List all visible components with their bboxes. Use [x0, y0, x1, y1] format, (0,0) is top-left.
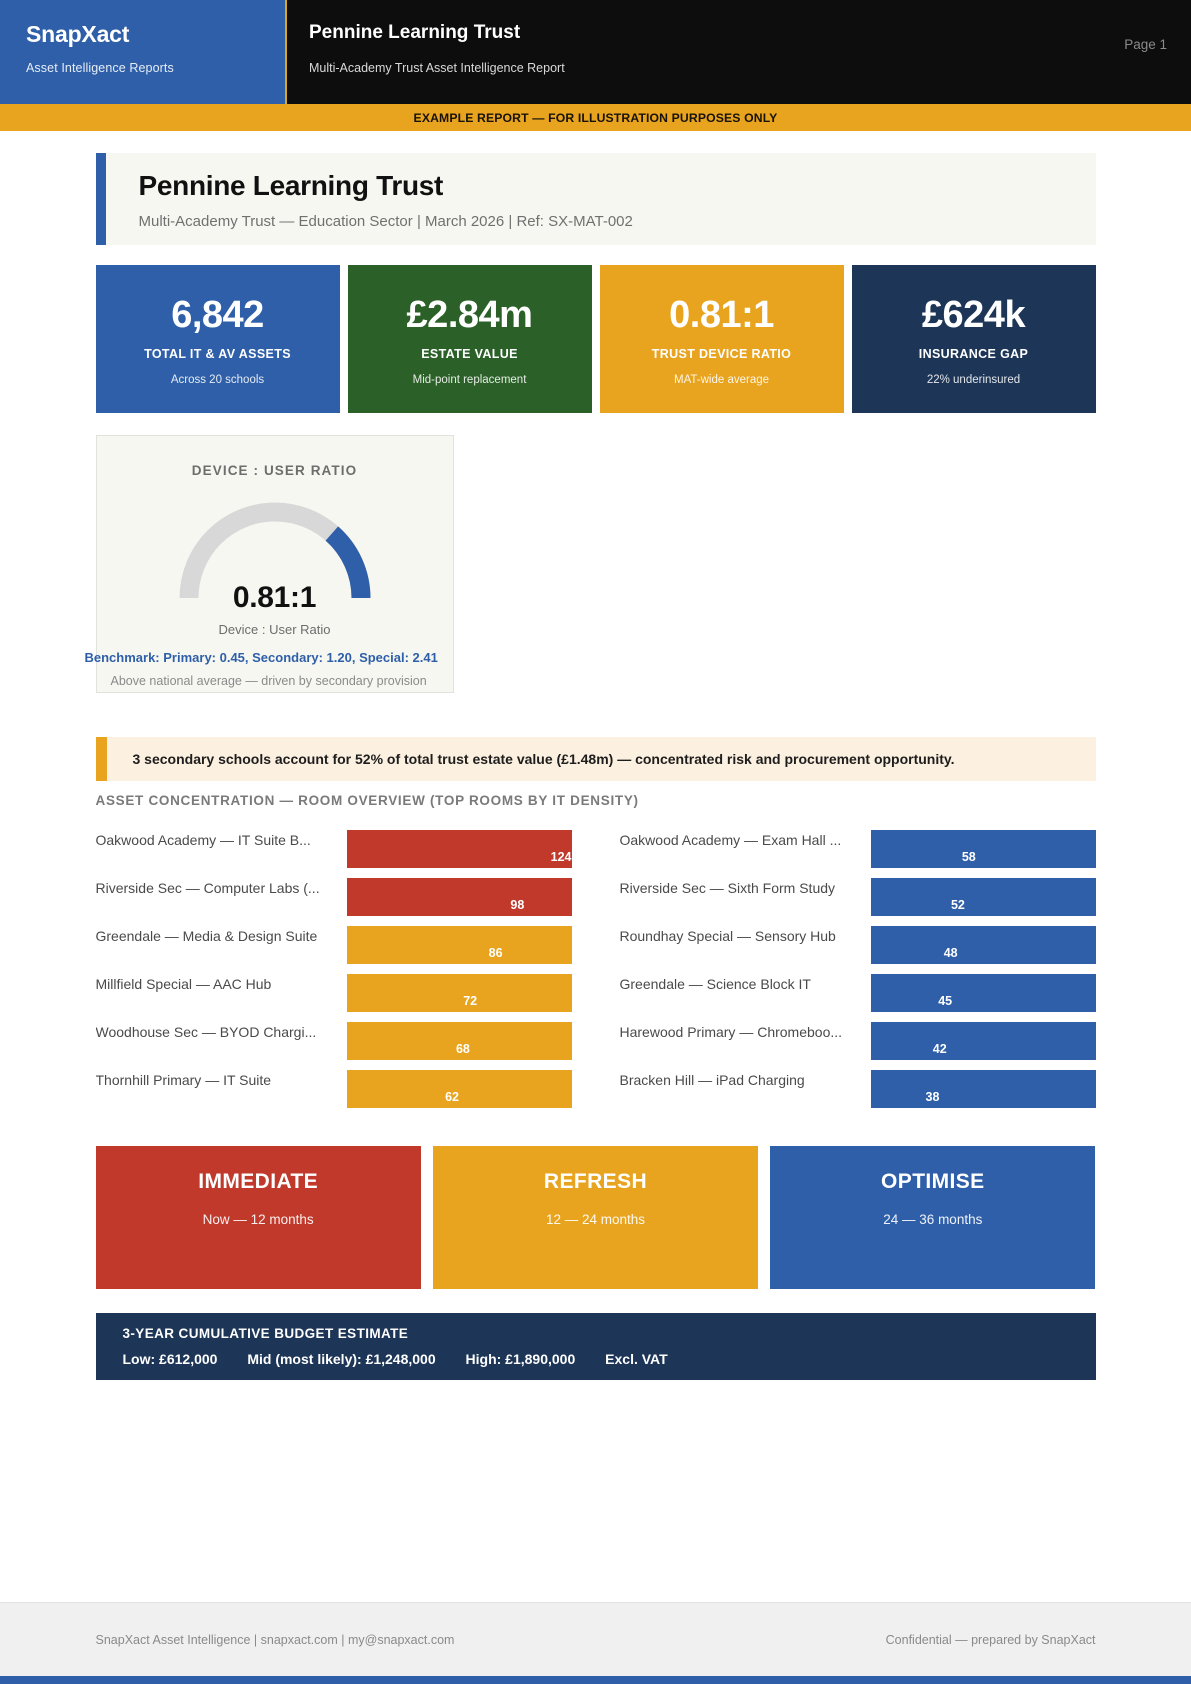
bar-track: [347, 1022, 572, 1060]
bar-row: [96, 974, 572, 1022]
kpi-sublabel: 22% underinsured: [926, 374, 1021, 387]
bar-label: Riverside Sec — Sixth Form Study: [619, 880, 836, 896]
kpi-label: INSURANCE GAP: [918, 347, 1029, 362]
gauge-title: DEVICE : USER RATIO: [191, 463, 358, 478]
bar-value-label: 52: [950, 898, 965, 912]
bar-value-label: 68: [455, 1042, 470, 1056]
footer-left-text: SnapXact Asset Intelligence | snapxact.com | my@snapxact.com: [95, 1632, 455, 1647]
budget-figures: [123, 1351, 1096, 1367]
bar-value-label: 98: [510, 898, 525, 912]
brand-tagline: Asset Intelligence Reports: [26, 61, 174, 76]
bar-row: [620, 878, 1096, 926]
page-title: Pennine Learning Trust: [138, 170, 444, 201]
page-number: Page 1: [1124, 37, 1167, 52]
document-header: [0, 0, 1191, 104]
bar-fill: [871, 830, 1096, 868]
bar-label: Millfield Special — AAC Hub: [95, 976, 272, 992]
bar-row: [620, 1022, 1096, 1070]
kpi-card: [852, 265, 1096, 413]
bar-track: [871, 974, 1096, 1012]
gauge-benchmark: Benchmark: Primary: 0.45, Secondary: 1.20, Special: 2.41: [84, 650, 438, 665]
bar-value-label: 38: [925, 1090, 940, 1104]
bar-row: [96, 878, 572, 926]
bar-label: Woodhouse Sec — BYOD Chargi...: [95, 1024, 317, 1040]
bar-fill: [347, 878, 572, 916]
bar-row: [620, 830, 1096, 878]
footer-right-text: Confidential — prepared by SnapXact: [885, 1632, 1096, 1647]
kpi-label: ESTATE VALUE: [421, 347, 518, 362]
bar-value-label: 124: [550, 850, 572, 864]
phase-card: [433, 1146, 758, 1289]
bar-fill: [871, 926, 1096, 964]
gauge-caption: Device : User Ratio: [218, 622, 331, 637]
header-document-title: Pennine Learning Trust: [309, 22, 521, 43]
bar-fill: [871, 1022, 1096, 1060]
gauge-note: Above national average — driven by secondary provision: [110, 674, 427, 688]
bar-row: [96, 926, 572, 974]
example-banner-text: EXAMPLE REPORT — FOR ILLUSTRATION PURPOSES ONLY: [413, 110, 778, 125]
kpi-value: 0.81:1: [669, 293, 774, 336]
bar-value-label: 62: [445, 1090, 459, 1104]
example-report-banner: [0, 104, 1191, 131]
report-content: [0, 131, 1191, 1380]
bar-value-label: 86: [488, 946, 503, 960]
kpi-value: £624k: [921, 293, 1026, 336]
kpi-value: 6,842: [171, 293, 264, 336]
phase-card: [770, 1146, 1095, 1289]
callout-accent-bar: [96, 737, 107, 781]
budget-vat: Excl. VAT: [605, 1351, 668, 1367]
bar-track: [871, 1022, 1096, 1060]
phase-title: OPTIMISE: [881, 1170, 985, 1193]
bar-fill: [871, 878, 1096, 916]
kpi-value: £2.84m: [406, 293, 533, 336]
bar-fill: [871, 974, 1096, 1012]
phase-timeframe: 12 — 24 months: [545, 1212, 646, 1227]
phase-title: IMMEDIATE: [198, 1170, 319, 1193]
bar-value-label: 48: [943, 946, 958, 960]
report-meta: Multi-Academy Trust — Education Sector | March 2026 | Ref: SX-MAT-002: [138, 213, 633, 230]
bar-track: [871, 878, 1096, 916]
device-user-ratio-card: [84, 435, 454, 693]
phase-timeframe: 24 — 36 months: [883, 1212, 983, 1227]
bar-value-label: 45: [938, 994, 953, 1008]
bar-value-label: 58: [961, 850, 976, 864]
bar-label: Thornhill Primary — IT Suite: [95, 1072, 272, 1088]
kpi-sublabel: Mid-point replacement: [412, 374, 527, 387]
bar-value-label: 42: [932, 1042, 947, 1056]
kpi-card: [96, 265, 340, 413]
kpi-label: TOTAL IT & AV ASSETS: [144, 347, 291, 362]
phase-timeframe: Now — 12 months: [202, 1212, 314, 1227]
bar-fill: [347, 830, 572, 868]
bar-row: [96, 1022, 572, 1070]
bar-label: Riverside Sec — Computer Labs (...: [95, 880, 320, 896]
kpi-label: TRUST DEVICE RATIO: [651, 347, 792, 362]
bar-track: [347, 974, 572, 1012]
bar-column-right: [620, 830, 1096, 1118]
phase-title: REFRESH: [543, 1170, 648, 1193]
bar-fill: [871, 1070, 1096, 1108]
callout-text: 3 secondary schools account for 52% of total trust estate value (£1.48m) — concentrated risk and procurement opportunity.: [132, 751, 955, 767]
bar-track: [347, 1070, 572, 1108]
document-footer: [0, 1602, 1191, 1676]
title-accent-bar: [96, 153, 106, 245]
kpi-sublabel: MAT-wide average: [673, 374, 770, 387]
budget-low: Low: £612,000: [122, 1351, 218, 1367]
bar-track: [871, 830, 1096, 868]
bar-label: Oakwood Academy — Exam Hall ...: [619, 832, 842, 848]
bar-track: [871, 926, 1096, 964]
kpi-card: [600, 265, 844, 413]
phase-card: [96, 1146, 421, 1289]
bar-label: Greendale — Media & Design Suite: [95, 928, 318, 944]
bar-value-label: 72: [463, 994, 478, 1008]
bar-column-left: [96, 830, 572, 1118]
insight-callout: [96, 737, 1096, 781]
bar-label: Oakwood Academy — IT Suite B...: [95, 832, 311, 848]
bar-fill: [347, 974, 572, 1012]
bar-row: [620, 974, 1096, 1022]
kpi-card-row: [96, 265, 1096, 413]
report-title-block: [96, 153, 1096, 245]
bar-track: [347, 926, 572, 964]
bar-label: Harewood Primary — Chromeboo...: [619, 1024, 843, 1040]
bar-track: [871, 1070, 1096, 1108]
brand-name: SnapXact: [26, 21, 130, 47]
bar-row: [620, 1070, 1096, 1118]
gauge-section: [84, 435, 1096, 693]
bar-row: [96, 830, 572, 878]
bar-label: Bracken Hill — iPad Charging: [619, 1072, 805, 1088]
room-density-chart: [96, 830, 1096, 1118]
budget-high: High: £1,890,000: [465, 1351, 576, 1367]
budget-estimate-block: [96, 1313, 1096, 1380]
gauge-value: 0.81:1: [232, 581, 317, 614]
footer-accent-bar: [0, 1676, 1191, 1684]
bar-fill: [347, 926, 572, 964]
header-main: [285, 0, 1191, 104]
brand-block: [0, 0, 285, 104]
kpi-sublabel: Across 20 schools: [170, 374, 265, 387]
bar-track: [347, 878, 572, 916]
bar-label: Roundhay Special — Sensory Hub: [619, 928, 836, 944]
roadmap-phase-row: [96, 1146, 1096, 1289]
budget-mid: Mid (most likely): £1,248,000: [247, 1351, 436, 1367]
kpi-card: [348, 265, 592, 413]
bar-track: [347, 830, 572, 868]
header-document-subtitle: Multi-Academy Trust Asset Intelligence Report: [309, 60, 565, 75]
budget-title: 3-YEAR CUMULATIVE BUDGET ESTIMATE: [122, 1326, 409, 1341]
section-heading: ASSET CONCENTRATION — ROOM OVERVIEW (TOP ROOMS BY IT DENSITY): [95, 793, 639, 808]
bar-row: [96, 1070, 572, 1118]
bar-label: Greendale — Science Block IT: [619, 976, 811, 992]
bar-row: [620, 926, 1096, 974]
